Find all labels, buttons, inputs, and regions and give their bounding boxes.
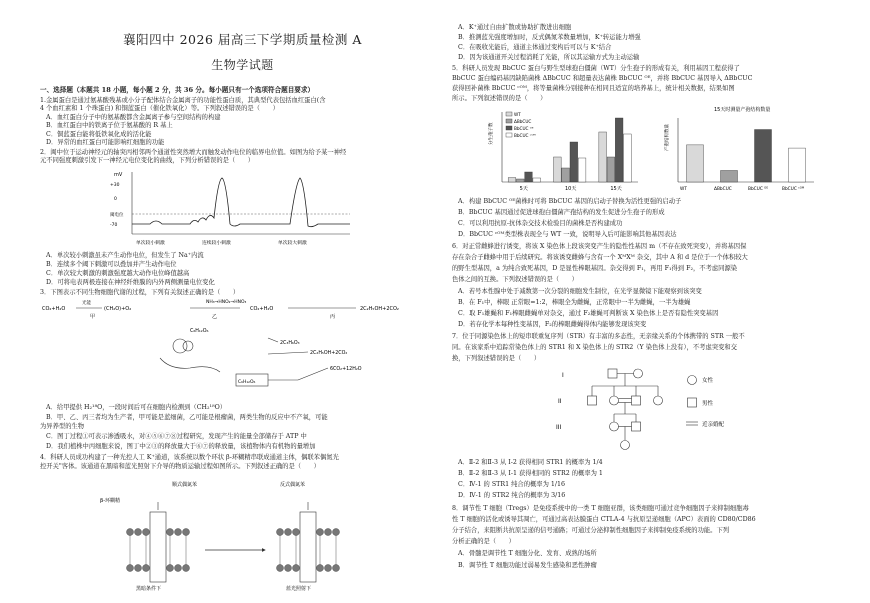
q5-stem: BbCUC 蛋白编码基因缺陷菌株 ΔBbCUC 和超量表达菌株 BbCUC ᴼᴱ，并将 BbCUC 基因导入 ΔBbCUC (452, 75, 753, 82)
q2-stem: 元不同强度刺激引发下一神经元电位变化的曲线，下列分析错误的是（ ） (40, 157, 255, 164)
panel-label-yi: 乙 (212, 314, 218, 320)
bar (615, 118, 623, 182)
bar (789, 148, 806, 182)
q3-option-a: A．给甲提供 H₂¹⁸O，一段时间后可在细胞内检测到（CH₂¹⁸O） (46, 404, 227, 411)
exam-subtitle: 生物学试题 (211, 58, 274, 72)
q7-option-c: C．Ⅳ-1 的 STR1 纯合的概率为 1/16 (458, 481, 566, 488)
q8-stem: 分子结合，来阻断共抗原呈递的信号通路；可通过分泌抑制性细胞因子来抑制免疫系统的功能。下列 (452, 527, 730, 534)
x-tick-label: WT (680, 187, 687, 192)
caption: 单次较大刺激 (278, 241, 307, 246)
bar (525, 172, 533, 182)
pedigree-figure (552, 366, 812, 458)
q6-stem: 色体之间的互换。下列叙述错误的是（ ） (452, 276, 578, 283)
q8-option-a: A．骨髓是调节性 T 细胞分化、发育、成熟的场所 (458, 550, 597, 557)
reactant-label: CO₂+H₂O (42, 306, 66, 312)
y-tick: +30 (110, 183, 120, 188)
q6-option-c: C．取 F₁雄蝇和 F₁棒眼雌蝇单对杂交，通过 F₂雄蝇可判断该 X 染色体上是否有隐性突变基因 (458, 310, 719, 317)
bar (516, 179, 524, 182)
q8-stem: 性 T 细胞的活化或诱导其凋亡，可通过高表达膜蛋白 CTLA-4 与抗原呈递细胞（APC）表面的 CD80/CD86 (452, 516, 756, 523)
q4-option-d: D．因为该通道开关过程消耗了光能，所以其运输方式为主动运输 (458, 54, 640, 61)
k-channel-figure (100, 472, 400, 592)
q8-stem: 分析正确的是（ ） (452, 538, 515, 545)
oxidation-label: NH₃→HNO₂→HNO₃ (206, 300, 247, 305)
q7-stem: 同。在该家系中追踪常染色体上的 STR1 和 X 染色体上的 STR2（Y 染色体上没有），不考虑突变和交 (452, 344, 738, 351)
glucose-box-label: C₆H₁₂O₆ (238, 380, 256, 385)
q2-stem: 2．闽中位于运动神经元的轴突丙相邻两个通道性突然增大而触发动作电位的临界电位值。如图为给予某一神经 (40, 149, 347, 156)
q3-stem: 3．下图表示不同生物细胞代谢的过程，下列有关叙述正确的是（ ） (40, 289, 240, 296)
q1-option-a: A．血红蛋白分子中的氨基酸都含金属离子参与空间结构的构建 (46, 113, 221, 121)
legend-label: WT (514, 112, 521, 117)
metabolism-figure (40, 298, 445, 404)
ethanol-label: 2C₂H₅OH+2CO₂ (310, 351, 348, 356)
legend-label: BbCUC ᴼᴱ (514, 126, 534, 131)
x-tick-label: 5天 (519, 186, 528, 192)
bar (554, 157, 562, 182)
q7-option-d: D．Ⅳ-1 的 STR2 纯合的概率为 3/16 (458, 492, 566, 499)
y-tick: -70 (110, 223, 118, 228)
q6-stem: 的野生型基因，a 为纯合致死基因，D 是显性棒眼基因。杂交得到 F₁，再用 F₁得到 F₂，不考虑同源染 (452, 265, 738, 272)
q5-stem: 所示。下列叙述错误的是（ ） (452, 95, 547, 102)
q4-stem: 控开关"客体。该通道在黑暗和蓝光照射下介导的物质运输过程如图所示。下列叙述正确的是（ ） (40, 463, 320, 470)
bar (578, 158, 586, 182)
y-axis-label: mV (114, 172, 123, 178)
y-axis-label: 分生孢子数 (489, 122, 494, 145)
q5-option-b: B．BbCUC 基因通过促进球孢白僵菌产孢结构的发生促进分生孢子的形成 (458, 209, 665, 216)
q6-option-a: A．若号本性腺中处于减数第一次分裂的细胞发生制位，在光学显微镜下能观察到该突变 (458, 288, 702, 295)
sporulation-structure-bar-chart (664, 104, 824, 196)
q2-option-d: D．可将电表两极连接在神经纤维膜的内外两侧测量电位变化 (46, 279, 215, 286)
q4-option-b: B．推测蓝光强度增加时，反式偶氮苯数量增加，K⁺转运能力增强 (458, 34, 641, 41)
blue-light-label: 蓝光照射下 (286, 586, 312, 592)
trans-azobenzene-label: 反式偶氮苯 (280, 482, 306, 488)
q2-option-b: B．连续多个阈下刺激可以叠加并产生动作电位 (46, 261, 177, 268)
legend-male: 男性 (702, 401, 714, 407)
legend-swatch (506, 126, 512, 130)
caption: 单次较小刺激 (136, 241, 165, 246)
co2-water-label: 6CO₂+12H₂O (330, 367, 362, 372)
q8-stem: 8．调节性 T 细胞（Tregs）是免疫系统中的一类 T 细胞亚群，该类细胞可通过竞争细胞因子来抑制细胞毒 (452, 505, 749, 512)
q4-option-c: C．在吸收光能后，通道主体通过变构后可以与 K⁺结合 (458, 44, 612, 51)
q7-option-a: A．Ⅱ-2 和Ⅱ-3 从 I-2 获得相同 STR1 的概率为 1/4 (458, 459, 603, 466)
lactate-label: 2C₃H₆O₃ (280, 341, 300, 346)
q6-stem: 存在杂合子雌蜂中用于后续研究。将该诱变雌蜂与含有一个 XᴹXᴹ 杂交，其中 A 和 d 是位于一个体积较大 (452, 254, 748, 261)
bar (607, 157, 615, 182)
reactant-label: CO₂+H₂O (250, 306, 274, 312)
gen-label: III (556, 424, 562, 431)
product-label: (CH₂O)+O₂ (104, 306, 132, 312)
panel-label-bing: 丙 (330, 314, 336, 320)
q7-stem: 7．位于同源染色体上的短串联重复序列（STR）有丰富的多态性，无亲缘关系的个体携带的 STR 一般不 (452, 333, 745, 340)
panel-label-jia: 甲 (90, 314, 96, 320)
q4-stem: 4．科研人员成功构建了一种光控人工 K⁺通道，该系统以数个环状 β-环糊精串联成通道主体，偶联苯偶氮光 (40, 454, 339, 461)
legend-swatch (506, 119, 512, 123)
section-heading: 一、选择题（本题共 18 小题，每小题 2 分，共 36 分。每小题只有一个选项符合题目要求） (40, 86, 315, 94)
membrane-potential-figure (110, 168, 360, 248)
y-tick: 0 (114, 197, 117, 202)
potential-curve (132, 178, 350, 227)
q3-option-d: D．我们植株中丙细胞来说，图丁中②③的释放量大于⑥⑦的释放量，该植物体内有机物的量增加 (46, 443, 316, 450)
q6-option-b: B．在 F₁中，棒眼 正常眼=1:2，棒眼全为雌蝇，正常眼中一半为雌蝇，一半为雄蝇 (458, 299, 691, 306)
q3-option-c: C．图丁过程①可表示渗透吸水，对④⑤⑥⑦⑧过程研究，发现产生的能量全部储存于 ATP 中 (46, 433, 307, 440)
legend-swatch (506, 112, 512, 116)
conidia-bar-chart (488, 104, 648, 196)
legend-swatch (506, 133, 512, 137)
cis-azobenzene-label: 顺式偶氮苯 (172, 482, 198, 488)
x-tick-label: BbCUC ᴼᴱ (748, 187, 769, 192)
q1-option-b: B．血红蛋白中的铁离子位于氨基酸的 R 基上 (46, 122, 173, 129)
gen-label: II (558, 398, 562, 405)
dark-condition-label: 黑暗条件下 (136, 586, 162, 592)
q4-option-a: A．K⁺通过自由扩散或协助扩散进出细胞 (458, 24, 572, 31)
gen-label: I (562, 372, 564, 379)
exam-title: 襄阳四中 2026 届高三下学期质量检测 A (123, 32, 362, 47)
q1-stem: 4 个血红素和 1 个珠蛋白) 和铜蓝蛋白（催化铁氧化）等。下列叙述错误的是（ ） (40, 105, 279, 112)
q3-option-b-cont: 为异养型的生物 (40, 423, 85, 430)
x-tick-label: 15天 (610, 186, 622, 192)
x-tick-label: ΔBbCUC (714, 187, 732, 192)
light-label: 光能 (82, 301, 91, 306)
q2-option-c: C．单次较大刺激的刺激强度越大动作电位峰值越高 (46, 270, 190, 277)
q6-option-d: D．若存化学本每种性变基因，F₂的棒眼雌蝇得体内能够发现该突变 (458, 321, 647, 328)
q5-option-c: C．可以利用抗原-抗体杂交技术检验目的菌株是否构建成功 (458, 220, 623, 227)
q2-option-a: A．单次较小刺激虽未产生动作电位，但发生了 Na⁺内流 (46, 252, 204, 259)
bar (533, 178, 541, 182)
q5-stem: 5．科研人员发现 BbCUC 蛋白与野生型球孢白僵菌（WT）分生孢子的形成有关，利用基因工程获得了 (452, 65, 740, 72)
bar (687, 145, 704, 182)
bar (755, 130, 772, 182)
legend-label: BbCUC ᶜᴼᴹ (514, 133, 536, 138)
legend-label: ΔBbCUC (514, 119, 532, 124)
bar (624, 134, 632, 182)
y-axis-label: 产孢结构数量 (665, 124, 670, 151)
q1-option-d: D．异常的血红蛋白可能影响红细胞的功能 (46, 139, 165, 146)
bar (508, 178, 516, 182)
x-tick-label: 10天 (565, 186, 577, 192)
q5-stem: 获得回补菌株 BbCUC ᶜᴼᴹ，将等量菌株分别接种在相同且适宜的培养基上，统计相关数据，结果如图 (452, 85, 735, 92)
bar (562, 168, 570, 182)
chart-title: 15天时测量产孢结构数量 (714, 107, 771, 113)
caption: 连续较小刺激 (202, 241, 231, 246)
bar (570, 142, 578, 182)
cyclodextrin-label: β-环糊精 (100, 498, 120, 504)
bar (599, 132, 607, 182)
q3-option-b: B．甲、乙、丙三者均为生产者，甲可能是蓝细菌，乙可能是根瘤菌，两类生物的反应中不产氧，可能 (46, 414, 328, 421)
product-label: 2C₂H₅OH+2CO₂ (360, 306, 399, 312)
q8-option-b: B．调节性 T 细胞功能过弱易发生感染和恶性肿瘤 (458, 562, 597, 569)
q1-option-c: C．铜蓝蛋白能将低铁氧化成的活化能 (46, 130, 152, 138)
q6-stem: 6．对正常雌蜂进行诱变，将该 X 染色体上段该突变产生的隐性性基因 m（不存在致死突变），并将基因保 (452, 243, 747, 250)
legend-female: 女性 (702, 378, 714, 384)
bar (721, 170, 738, 182)
x-tick-label: BbCUC ᶜᴼᴹ (782, 187, 805, 192)
q7-stem: 换，下列叙述错误的是（ ） (452, 355, 541, 362)
q7-option-b: B．Ⅱ-2 和Ⅱ-3 从 I-1 获得相同的 STR2 的概率为 1 (458, 470, 603, 477)
y-tick: 阈电位 (110, 213, 124, 218)
q5-option-d: D．BbCUC ᶜᴼᴹ类型株表现全与 WT 一致，说明导入后可能影响其他基因表达 (458, 231, 677, 238)
glucose-label: C₆H₁₂O₆ (190, 329, 209, 334)
legend-consanguineous: 近亲婚配 (702, 422, 725, 428)
q1-stem: 1.金属蛋白是通过氨基酸残基或小分子配体结合金属离子的功能性蛋白质，其典型代表包括血红蛋白(含 (40, 97, 326, 104)
q5-option-a: A．构建 BbCUC ᴼᴱ菌株时可将 BbCUC 基因的启动子替换为活性更强的启动子 (458, 198, 682, 205)
